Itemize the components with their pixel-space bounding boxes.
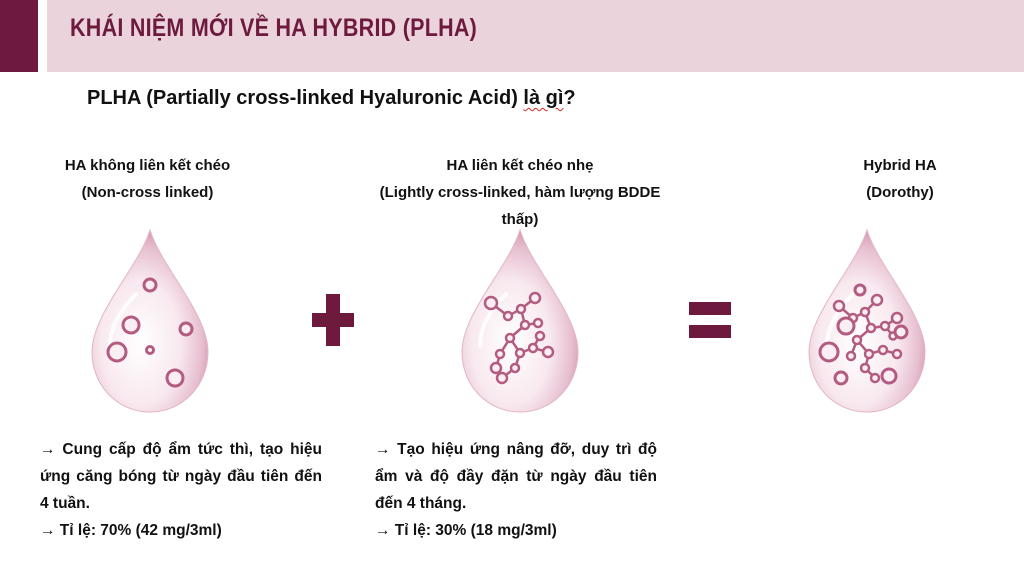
column-3-title-line2: (Dorothy) [866,184,934,201]
droplet-hybrid-icon [805,228,929,414]
column-2-title-line3: thấp) [501,211,539,228]
column-1-ratio: → Tỉ lệ: 70% (42 mg/3ml) [40,522,222,539]
column-1-description [40,436,322,544]
column-3-title-line1: Hybrid HA [863,157,937,174]
column-1-title-line2: (Non-cross linked) [81,184,214,201]
column-1-title-line1: HA không liên kết chéo [64,157,231,174]
column-2-title-line2: (Lightly cross-linked, hàm lượng BDDE [379,184,661,201]
column-2-title-line1: HA liên kết chéo nhẹ [446,157,594,174]
column-1-title [40,152,255,206]
question-text: PLHA (Partially cross-linked Hyaluronic Acid) [87,87,524,109]
column-1-benefit: → Cung cấp độ ẩm tức thì, tạo hiệu ứng căng bóng từ ngày đầu tiên đến 4 tuần. [40,441,322,512]
column-2-ratio: → Tỉ lệ: 30% (18 mg/3ml) [375,522,557,539]
equals-icon [689,298,731,342]
plus-icon [310,292,356,348]
question-marked-text: là gì [523,87,564,109]
column-2-benefit: → Tạo hiệu ứng nâng đỡ, duy trì độ ẩm và độ đầy đặn từ ngày đầu tiên đến 4 tháng. [375,441,657,512]
droplet-bubbles-icon [88,228,212,414]
header-accent-block [0,0,38,72]
column-2-title [360,152,680,233]
droplet-molecule-icon [458,228,582,414]
page-title: KHÁI NIỆM MỚI VỀ HA HYBRID (PLHA) [70,14,478,42]
column-2-description [375,436,657,544]
column-3-title [820,152,980,206]
question-mark: ? [563,87,576,109]
question-heading [87,87,576,110]
